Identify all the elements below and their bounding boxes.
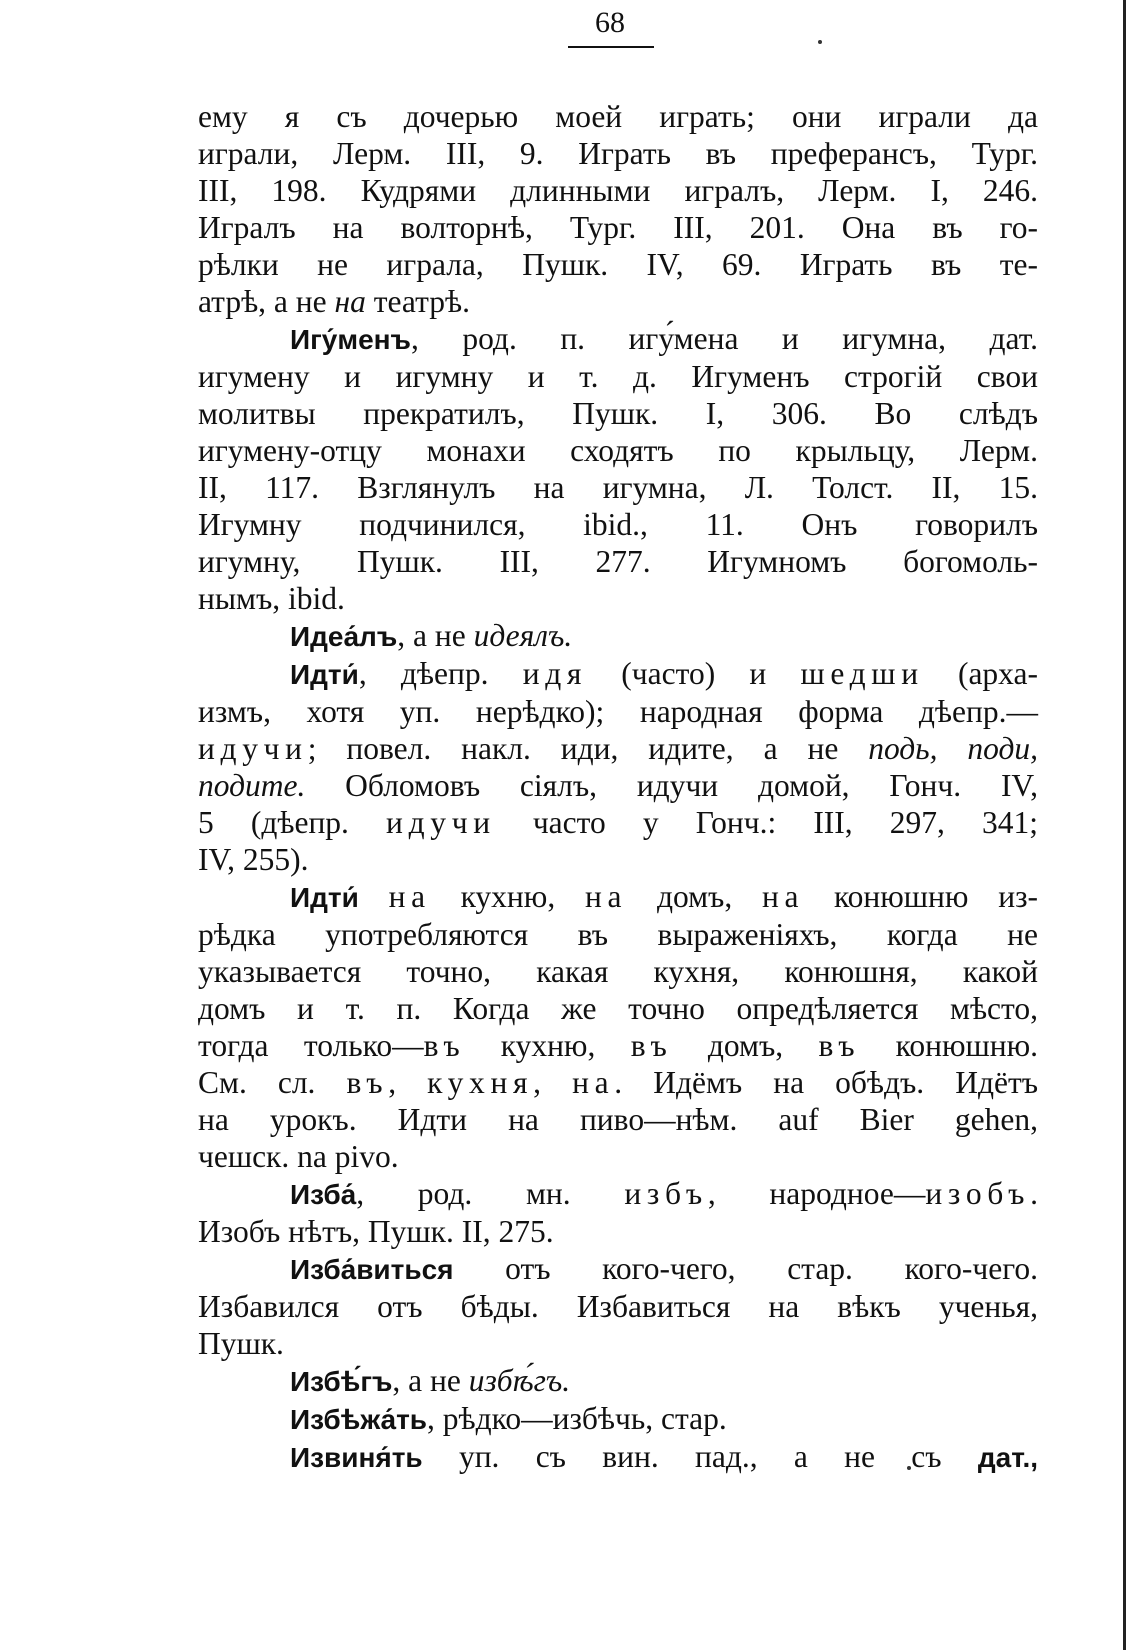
text-line <box>198 1288 1038 1325</box>
text-span: измъ, хотя уп. нерѣдко); народная форма дѣепр.— <box>198 694 1038 729</box>
spaced-form: идя <box>522 656 588 691</box>
text-span: Изобъ нѣтъ, Пушк. II, 275. <box>198 1214 554 1249</box>
spaced-form: въ <box>423 1028 466 1063</box>
text-span: , <box>388 1065 428 1100</box>
page-edge-line <box>1123 0 1126 1650</box>
text-span: 5 (дѣепр. <box>198 805 387 840</box>
text-line <box>198 1027 1038 1064</box>
spaced-form: въ <box>630 1028 673 1063</box>
text-span: кухню, <box>465 1028 631 1063</box>
text-span: , народное— <box>707 1176 926 1211</box>
spaced-form: въ <box>346 1065 389 1100</box>
text-span: играли, Лерм. III, 9. Играть въ преферансъ, Тург. <box>198 136 1038 171</box>
text-span: Игралъ на волторнѣ, Тург. III, 201. Она въ го- <box>198 210 1038 245</box>
text-span: атрѣ, а не <box>198 284 335 319</box>
text-line <box>198 395 1038 432</box>
text-span: чешск. na pivo. <box>198 1139 399 1174</box>
text-span: Пушк. <box>198 1326 284 1361</box>
text-line <box>198 1101 1038 1138</box>
dictionary-text <box>198 98 1038 1476</box>
text-span: домъ и т. п. Когда же точно опредѣляется мѣсто, <box>198 991 1038 1026</box>
text-span: на урокъ. Идти на пиво—нѣм. auf Bier gehen, <box>198 1102 1038 1137</box>
page-number-underline <box>568 46 654 48</box>
text-line <box>198 432 1038 469</box>
italic-example: на <box>334 284 366 319</box>
spaced-form: шедши <box>800 656 924 691</box>
spaced-form: въ <box>818 1028 861 1063</box>
text-span: отъ кого-чего, стар. кого-чего. <box>453 1251 1038 1286</box>
text-line <box>198 469 1038 506</box>
spaced-form: на <box>584 879 628 914</box>
entry-idti <box>198 655 1038 693</box>
text-span: тогда только— <box>198 1028 424 1063</box>
text-span: игумну, Пушк. III, 277. Игумномъ богомоль- <box>198 544 1038 579</box>
text-span: . <box>1030 1176 1038 1211</box>
text-line <box>198 730 1038 767</box>
print-speck <box>818 40 822 44</box>
text-span: игумену и игумну и т. д. Игуменъ строгій свои <box>198 359 1038 394</box>
spaced-form: на <box>388 879 431 914</box>
entry-izbavitsya <box>198 1250 1038 1288</box>
text-span: конюшню. <box>860 1028 1039 1063</box>
text-span: театрѣ. <box>365 284 470 319</box>
italic-example: избѣ́гъ. <box>468 1363 571 1398</box>
text-line <box>198 580 1038 617</box>
entry-izbeg <box>198 1362 1038 1400</box>
text-span: , род. п. игу́мена и игумна, дат. <box>410 321 1038 356</box>
spaced-form: избъ <box>624 1176 708 1211</box>
spaced-form: на <box>572 1065 615 1100</box>
italic-example: подите. <box>198 768 306 803</box>
text-span: домъ, <box>672 1028 819 1063</box>
text-span: , а не <box>392 1363 469 1398</box>
text-span: , дѣепр. <box>358 656 523 691</box>
text-span: IV, 255). <box>198 842 309 877</box>
text-span: , род. мн. <box>356 1176 625 1211</box>
text-span: См. сл. <box>198 1065 347 1100</box>
text-span: уп. съ вин. пад., а не съ <box>422 1439 978 1474</box>
headword: Идти́ <box>290 882 359 913</box>
text-line <box>198 283 1038 320</box>
entry-izba <box>198 1175 1038 1213</box>
text-line <box>198 135 1038 172</box>
headword: Идти́ <box>290 659 359 690</box>
text-span: (арха- <box>923 656 1038 691</box>
text-line <box>198 506 1038 543</box>
text-line <box>198 804 1038 841</box>
text-line <box>198 693 1038 730</box>
text-line <box>198 98 1038 135</box>
entry-igumen <box>198 320 1038 358</box>
text-span: кухню, <box>430 879 585 914</box>
text-span: ; повел. накл. иди, идите, а не <box>307 731 869 766</box>
text-line <box>198 358 1038 395</box>
text-line <box>198 1138 1038 1175</box>
text-line <box>198 246 1038 283</box>
page-number: 68 <box>595 6 625 39</box>
entry-idti-na <box>198 878 1038 916</box>
headword: Изба́ <box>290 1179 357 1210</box>
spaced-form: на <box>762 879 805 914</box>
text-span: Игумну подчинился, ibid., 11. Онъ говорилъ <box>198 507 1038 542</box>
text-span: . Идёмъ на обѣдъ. Идётъ <box>614 1065 1039 1100</box>
spaced-form: идучи <box>386 805 496 840</box>
text-line <box>198 1064 1038 1101</box>
text-span: III, 198. Кудрями длинными игралъ, Лерм. I, 246. <box>198 173 1038 208</box>
text-line <box>198 841 1038 878</box>
spaced-form: идучи <box>198 731 308 766</box>
text-span: рѣлки не играла, Пушк. IV, 69. Играть въ те- <box>198 247 1038 282</box>
headword: Извиня́ть <box>290 1442 423 1473</box>
headword: Идеа́лъ <box>290 621 398 652</box>
text-span: конюшню из- <box>804 879 1039 914</box>
text-line <box>198 543 1038 580</box>
headword: Избѣ́гъ <box>290 1366 393 1397</box>
text-span: ему я съ дочерью моей играть; они играли да <box>198 99 1038 134</box>
text-line <box>198 990 1038 1027</box>
text-span <box>359 879 389 914</box>
entry-izbezhat <box>198 1400 1038 1438</box>
text-span: рѣдка употребляются въ выраженіяхъ, когда не <box>198 917 1038 952</box>
text-span: II, 117. Взглянулъ на игумна, Л. Толст. II, 15. <box>198 470 1038 505</box>
text-span: нымъ, ibid. <box>198 581 345 616</box>
headword: Игу́менъ <box>290 324 411 355</box>
text-span: Избавился отъ бѣды. Избавиться на вѣкъ ученья, <box>198 1289 1038 1324</box>
text-span: указывается точно, какая кухня, конюшня, какой <box>198 954 1038 989</box>
headword: Избѣжа́ть <box>290 1404 428 1435</box>
text-line <box>198 172 1038 209</box>
text-span: домъ, <box>627 879 762 914</box>
italic-example: идеялъ. <box>473 618 573 653</box>
text-span: игумену-отцу монахи сходятъ по крыльцу, Лерм. <box>198 433 1038 468</box>
text-span: молитвы прекратилъ, Пушк. I, 306. Во слѣдъ <box>198 396 1038 431</box>
text-line <box>198 767 1038 804</box>
text-span: Обломовъ сіялъ, идучи домой, Гонч. IV, <box>305 768 1038 803</box>
text-span: , рѣдко—избѣчь, стар. <box>427 1401 727 1436</box>
bold-term: дат., <box>977 1442 1038 1473</box>
headword: Изба́виться <box>290 1254 454 1285</box>
entry-ideal <box>198 617 1038 655</box>
text-line <box>198 953 1038 990</box>
text-line <box>198 1213 1038 1250</box>
text-line <box>198 1325 1038 1362</box>
text-span: , <box>533 1065 573 1100</box>
italic-example: подь, поди, <box>868 731 1039 766</box>
spaced-form: изобъ <box>925 1176 1031 1211</box>
text-span: (часто) и <box>587 656 801 691</box>
text-line <box>198 209 1038 246</box>
text-span: часто у Гонч.: III, 297, 341; <box>495 805 1038 840</box>
text-line <box>198 916 1038 953</box>
text-span: , а не <box>397 618 474 653</box>
entry-izvinyat <box>198 1438 1038 1476</box>
spaced-form: кухня <box>427 1065 534 1100</box>
